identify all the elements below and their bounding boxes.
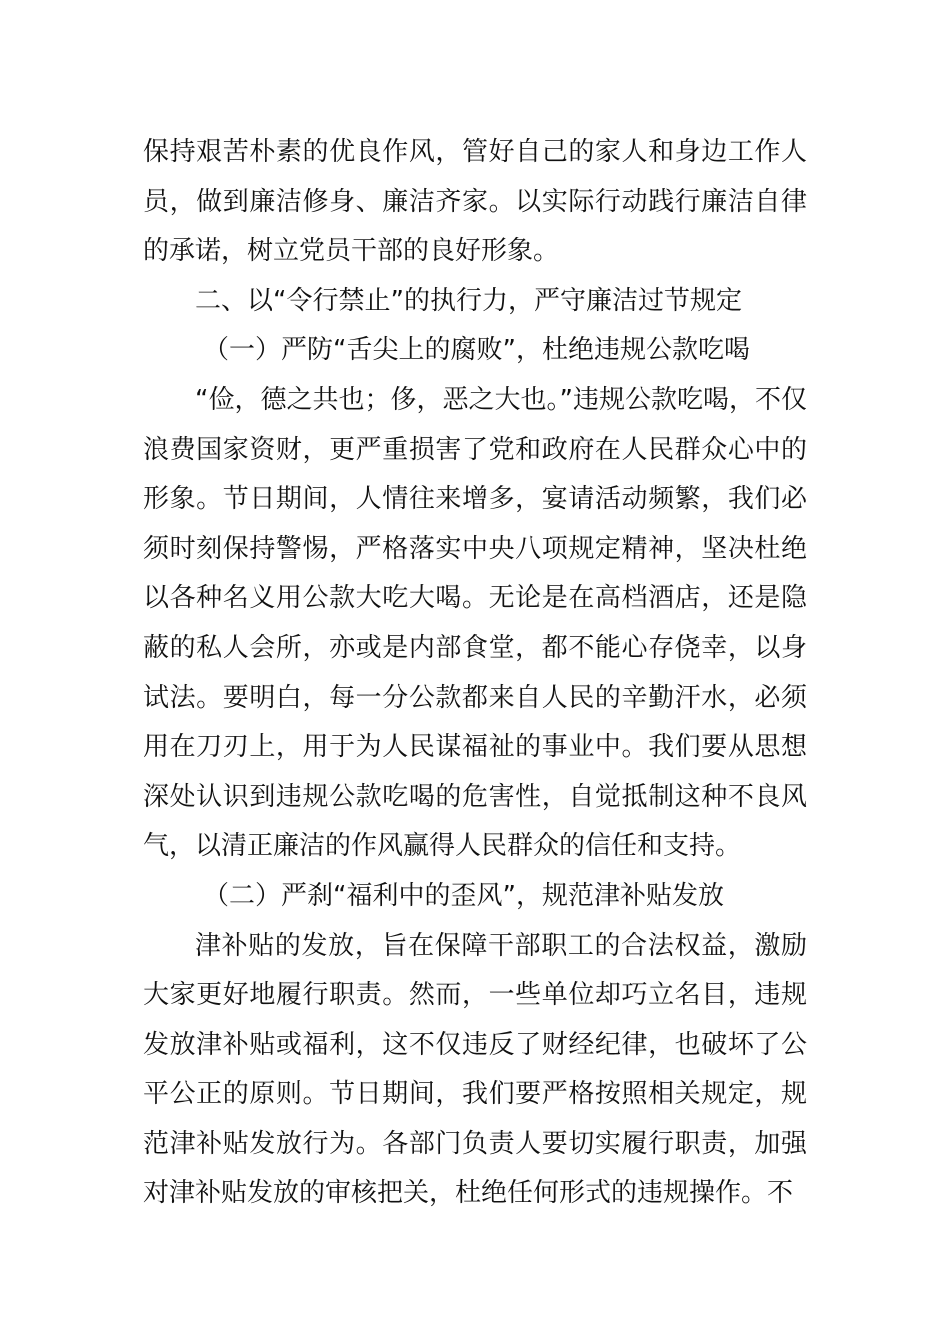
section-heading-2: 二、以“令行禁止”的执行力，严守廉洁过节规定 [195, 285, 742, 316]
paragraph-continuation: 保持艰苦朴素的优良作风，管好自己的家人和身边工作人员，做到廉洁修身、廉洁齐家。以实际行动践行廉洁自律的承诺，树立党员干部的良好形象。 [143, 137, 807, 267]
paragraph-allowances: 津补贴的发放，旨在保障干部职工的合法权益，激励大家更好地履行职责。然而，一些单位却巧立名目，违规发放津补贴或福利，这不仅违反了财经纪律，也破坏了公平公正的原则。节日期间，我们要严格按照相关规定，规范津补贴发放行为。各部门负责人要切实履行职责，加强对津补贴发放的审核把关，杜绝任何形式的违规操作。不 [143, 930, 807, 1209]
subsection-heading-2: （二）严刹“福利中的歪风”，规范津补贴发放 [203, 880, 724, 911]
paragraph-public-dining: “俭，德之共也；侈，恶之大也。”违规公款吃喝，不仅浪费国家资财，更严重损害了党和政府在人民群众心中的形象。节日期间，人情往来增多，宴请活动频繁，我们必须时刻保持警惕，严格落实中央八项规定精神，坚决杜绝以各种名义用公款大吃大喝。无论是在高档酒店，还是隐蔽的私人会所，亦或是内部食堂，都不能心存侥幸，以身试法。要明白，每一分公款都来自人民的辛勤汗水，必须用在刀刃上，用于为人民谋福祉的事业中。我们要从思想深处认识到违规公款吃喝的危害性，自觉抵制这种不良风气，以清正廉洁的作风赢得人民群众的信任和支持。 [143, 384, 807, 862]
subsection-heading-1: （一）严防“舌尖上的腐败”，杜绝违规公款吃喝 [203, 335, 750, 366]
document-body [143, 128, 807, 1219]
